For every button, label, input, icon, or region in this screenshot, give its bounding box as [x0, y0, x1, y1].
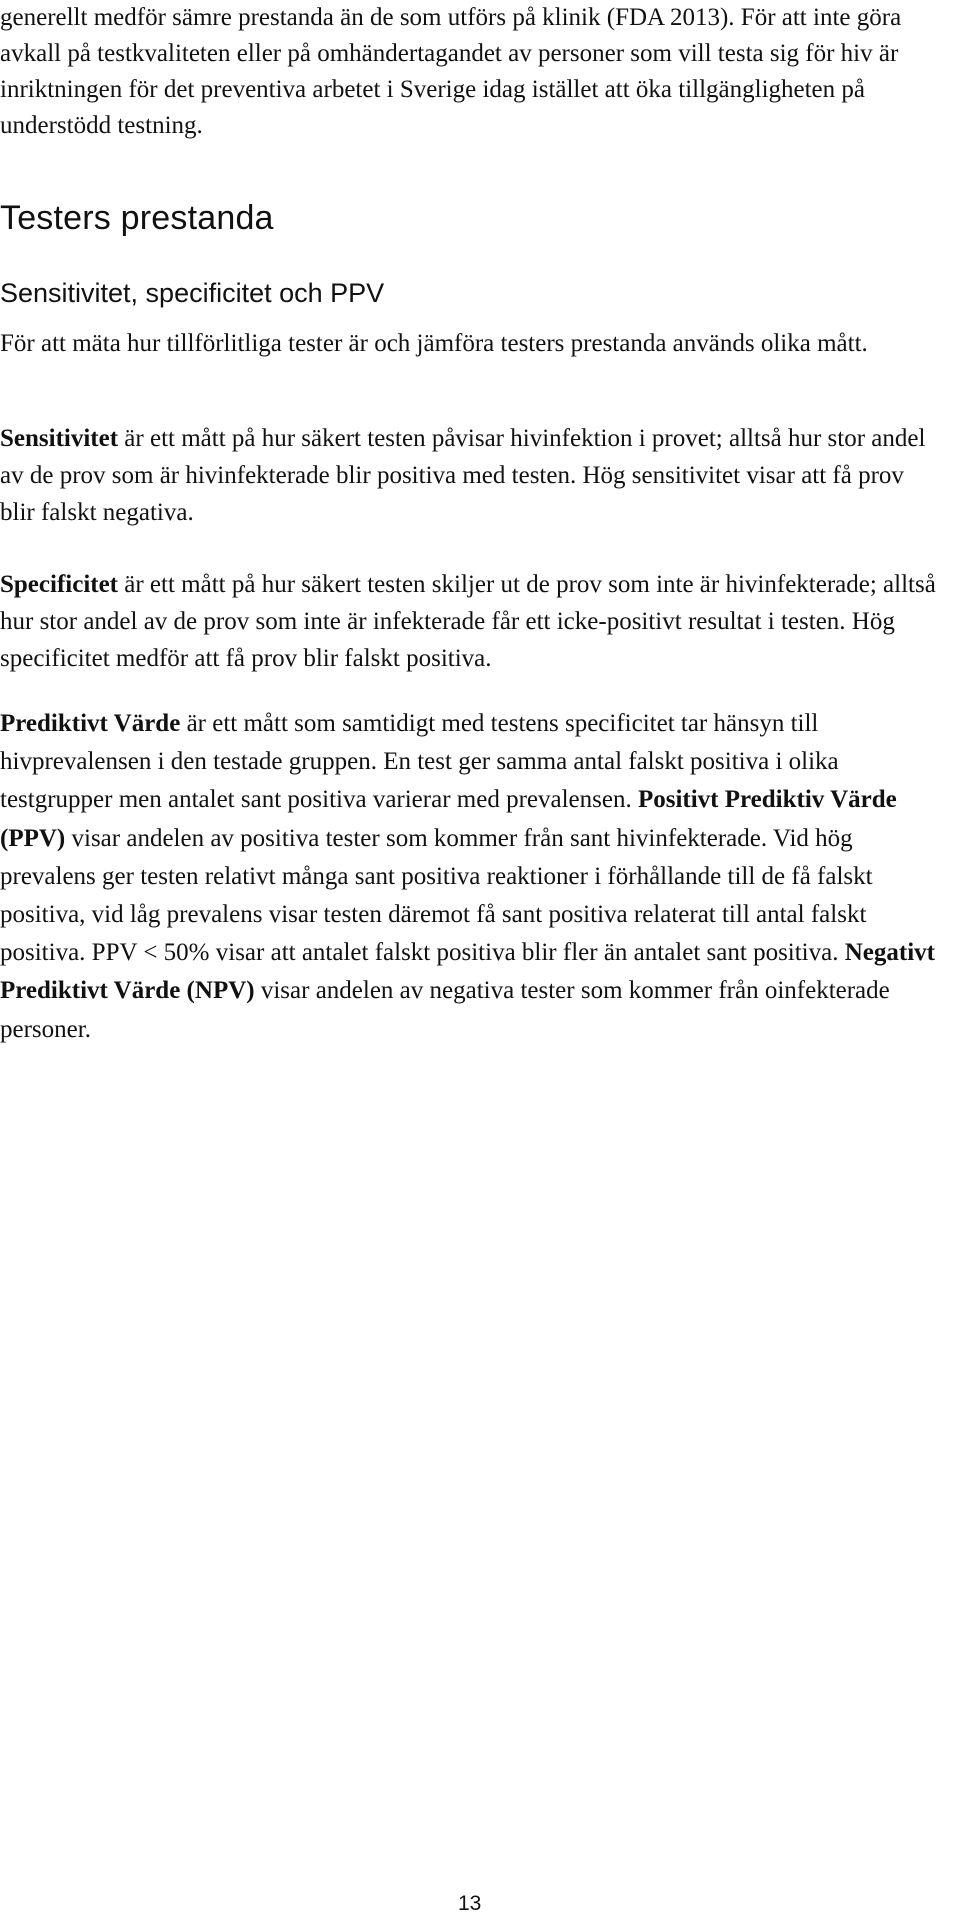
specificity-text: är ett mått på hur säkert testen skiljer ut de prov som inte är hivinfekterade; alltså hur stor andel av de prov som inte är infekterade får ett icke-positivt resultat i testen. Hög specificitet medför att få prov blir falskt positiva.	[0, 571, 936, 672]
section-title: Testers prestanda	[0, 199, 274, 237]
sensitivity-term: Sensitivitet	[0, 425, 119, 452]
intro-paragraph: generellt medför sämre prestanda än de som utförs på klinik (FDA 2013). För att inte göra avkall på testkvaliteten eller på omhändertagandet av personer som vill testa sig för hiv är inriktningen för det preventiva arbetet i Sverige idag istället att öka tillgängligheten på understödd testning.	[0, 4, 902, 139]
measure-paragraph: För att mäta hur tillförlitliga tester är och jämföra testers prestanda används olika mått.	[0, 330, 868, 357]
npv-text: visar andelen av negativa tester som kommer från oinfekterade personer.	[0, 977, 890, 1043]
specificity-paragraph	[0, 566, 940, 677]
specificity-term: Specificitet	[0, 571, 119, 598]
sensitivity-text: är ett mått på hur säkert testen påvisar hivinfektion i provet; alltså hur stor andel av de prov som är hivinfekterade blir positiva med testen. Hög sensitivitet visar att få prov blir falskt negativa.	[0, 425, 926, 526]
npv-term: Negativt Prediktivt Värde (NPV)	[0, 939, 935, 1005]
predictive-value-text: är ett mått som samtidigt med testens specificitet tar hänsyn till hivprevalensen i den testade gruppen. En test ger samma antal falskt positiva i olika testgrupper men antalet sant positiva varierar med prevalensen.	[0, 710, 839, 814]
page-number: 13	[458, 1892, 482, 1915]
ppv-text: visar andelen av positiva tester som kommer från sant hivinfekterade. Vid hög prevalens ger testen relativt många sant positiva reaktioner i förhållande till de få falskt positiva, vid låg prevalens visar testen däremot få sant positiva relaterat till antal falskt positiva. PPV < 50% visar att antalet falskt positiva blir fler än antalet sant positiva.	[0, 824, 873, 967]
ppv-term: Positivt Prediktiv Värde (PPV)	[0, 786, 897, 852]
predictive-value-term: Prediktivt Värde	[0, 710, 181, 737]
predictive-value-paragraph	[0, 705, 940, 1049]
subsection-title: Sensitivitet, specificitet och PPV	[0, 278, 385, 308]
sensitivity-paragraph	[0, 420, 940, 531]
